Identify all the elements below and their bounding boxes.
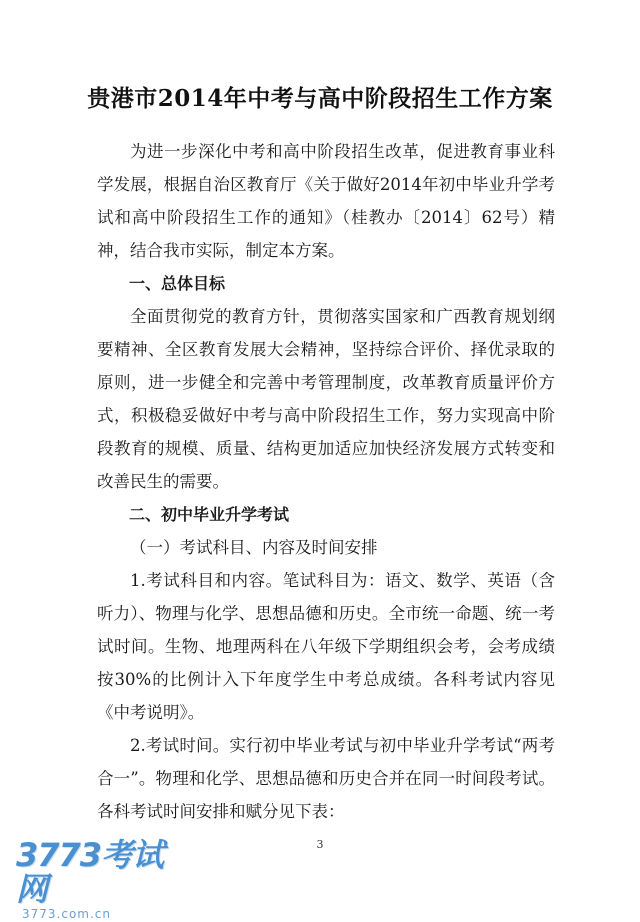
goals-paragraph: 全面贯彻党的教育方针，贯彻落实国家和广西教育规划纲要精神、全区教育发展大会精神，坚持综合评价、择优录取的原则，进一步健全和完善中考管理制度，改革教育质量评价方式，积极稳妥做好中考与高中阶段招生工作，努力实现高中阶段教育的规模、质量、结构更加适应加快经济发展方式转变和改善民生的需要。 [97, 307, 555, 491]
page-number: 3 [316, 838, 324, 851]
watermark-logo: 3773考试网 [16, 836, 164, 908]
site-watermark[interactable] [16, 836, 186, 921]
intro-paragraph: 为进一步深化中考和高中阶段招生改革，促进教育事业科学发展，根据自治区教育厅《关于做好2014年初中毕业升学考试和高中阶段招生工作的通知》（桂教办〔2014〕62号）精神，结合我市实际，制定本方案。 [97, 142, 555, 260]
watermark-url: 3773.com.cn [22, 907, 111, 921]
document-title: 贵港市2014年中考与高中阶段招生工作方案 [87, 85, 553, 112]
exam-time-paragraph: 2.考试时间。实行初中毕业考试与初中毕业升学考试“两考合一”。物理和化学、思想品德和历史合并在同一时间段考试。各科考试时间安排和赋分见下表： [97, 736, 555, 821]
section-heading-exam: 二、初中毕业升学考试 [129, 505, 290, 524]
subsection-heading-subjects: （一）考试科目、内容及时间安排 [130, 538, 378, 557]
section-heading-goals: 一、总体目标 [129, 274, 226, 293]
document-body [97, 135, 555, 828]
subjects-paragraph: 1.考试科目和内容。笔试科目为：语文、数学、英语（含听力）、物理与化学、思想品德和历史。全市统一命题、统一考试时间。生物、地理两科在八年级下学期组织会考，会考成绩按30%的比例计入下年度学生中考总成绩。各科考试内容见《中考说明》。 [97, 571, 555, 722]
